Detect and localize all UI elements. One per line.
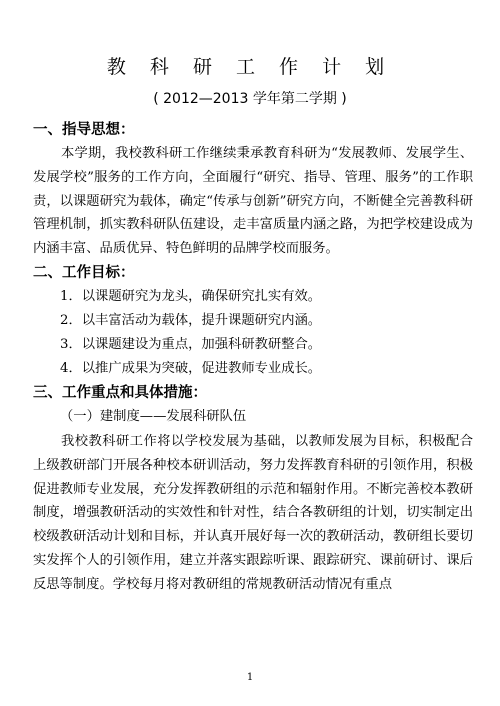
goal-item: 3．以课题建设为重点，加强科研教研整合。	[60, 337, 322, 352]
goals-list	[60, 285, 321, 381]
goal-item: 4．以推广成果为突破，促进教师专业成长。	[60, 361, 322, 376]
section-heading-guide: 一、指导思想：	[33, 122, 135, 138]
guide-paragraph: 本学期，我校教科研工作继续秉承教育科研为“发展教师、发展学生、发展学校”服务的工作方向，全面履行“研究、指导、管理、服务”的工作职责，以课题研究为载体，确定“传承与创新”研究方向，不断健全完善教科研管理机制，抓实教科研队伍建设，走丰富质量内涵之路，为把学校建设成为内涵丰富、品质优异、特色鲜明的品牌学校而服务。	[33, 146, 473, 257]
document-title: 教 科 研 工 作 计 划	[106, 56, 394, 78]
section-heading-goals: 二、工作目标：	[33, 265, 135, 281]
page-number: 1	[246, 672, 254, 683]
goal-item: 2．以丰富活动为载体，提升课题研究内涵。	[60, 313, 322, 328]
goal-item: 1．以课题研究为龙头，确保研究扎实有效。	[60, 289, 322, 304]
measures-paragraph: 我校教科研工作将以学校发展为基础，以教师发展为目标，积极配合上级教研部门开展各种校本研训活动，努力发挥教育科研的引领作用，积极促进教师专业发展，充分发挥教研组的示范和辐射作用。不断完善校本教研制度，增强教研活动的实效性和针对性，结合各教研组的计划，切实制定出校级教研活动计划和目标，并认真开展好每一次的教研活动，教研组长要切实发挥个人的引领作用，建立并落实跟踪听课、跟踪研究、课前研讨、课后反思等制度。学校每月将对教研组的常规教研活动情况有重点	[33, 434, 473, 592]
measures-subheading: （一）建制度——发展科研队伍	[60, 409, 247, 424]
section-heading-measures: 三、工作重点和具体措施：	[33, 385, 207, 401]
document-subtitle: ( 2012—2013 学年第二学期 )	[153, 91, 347, 107]
